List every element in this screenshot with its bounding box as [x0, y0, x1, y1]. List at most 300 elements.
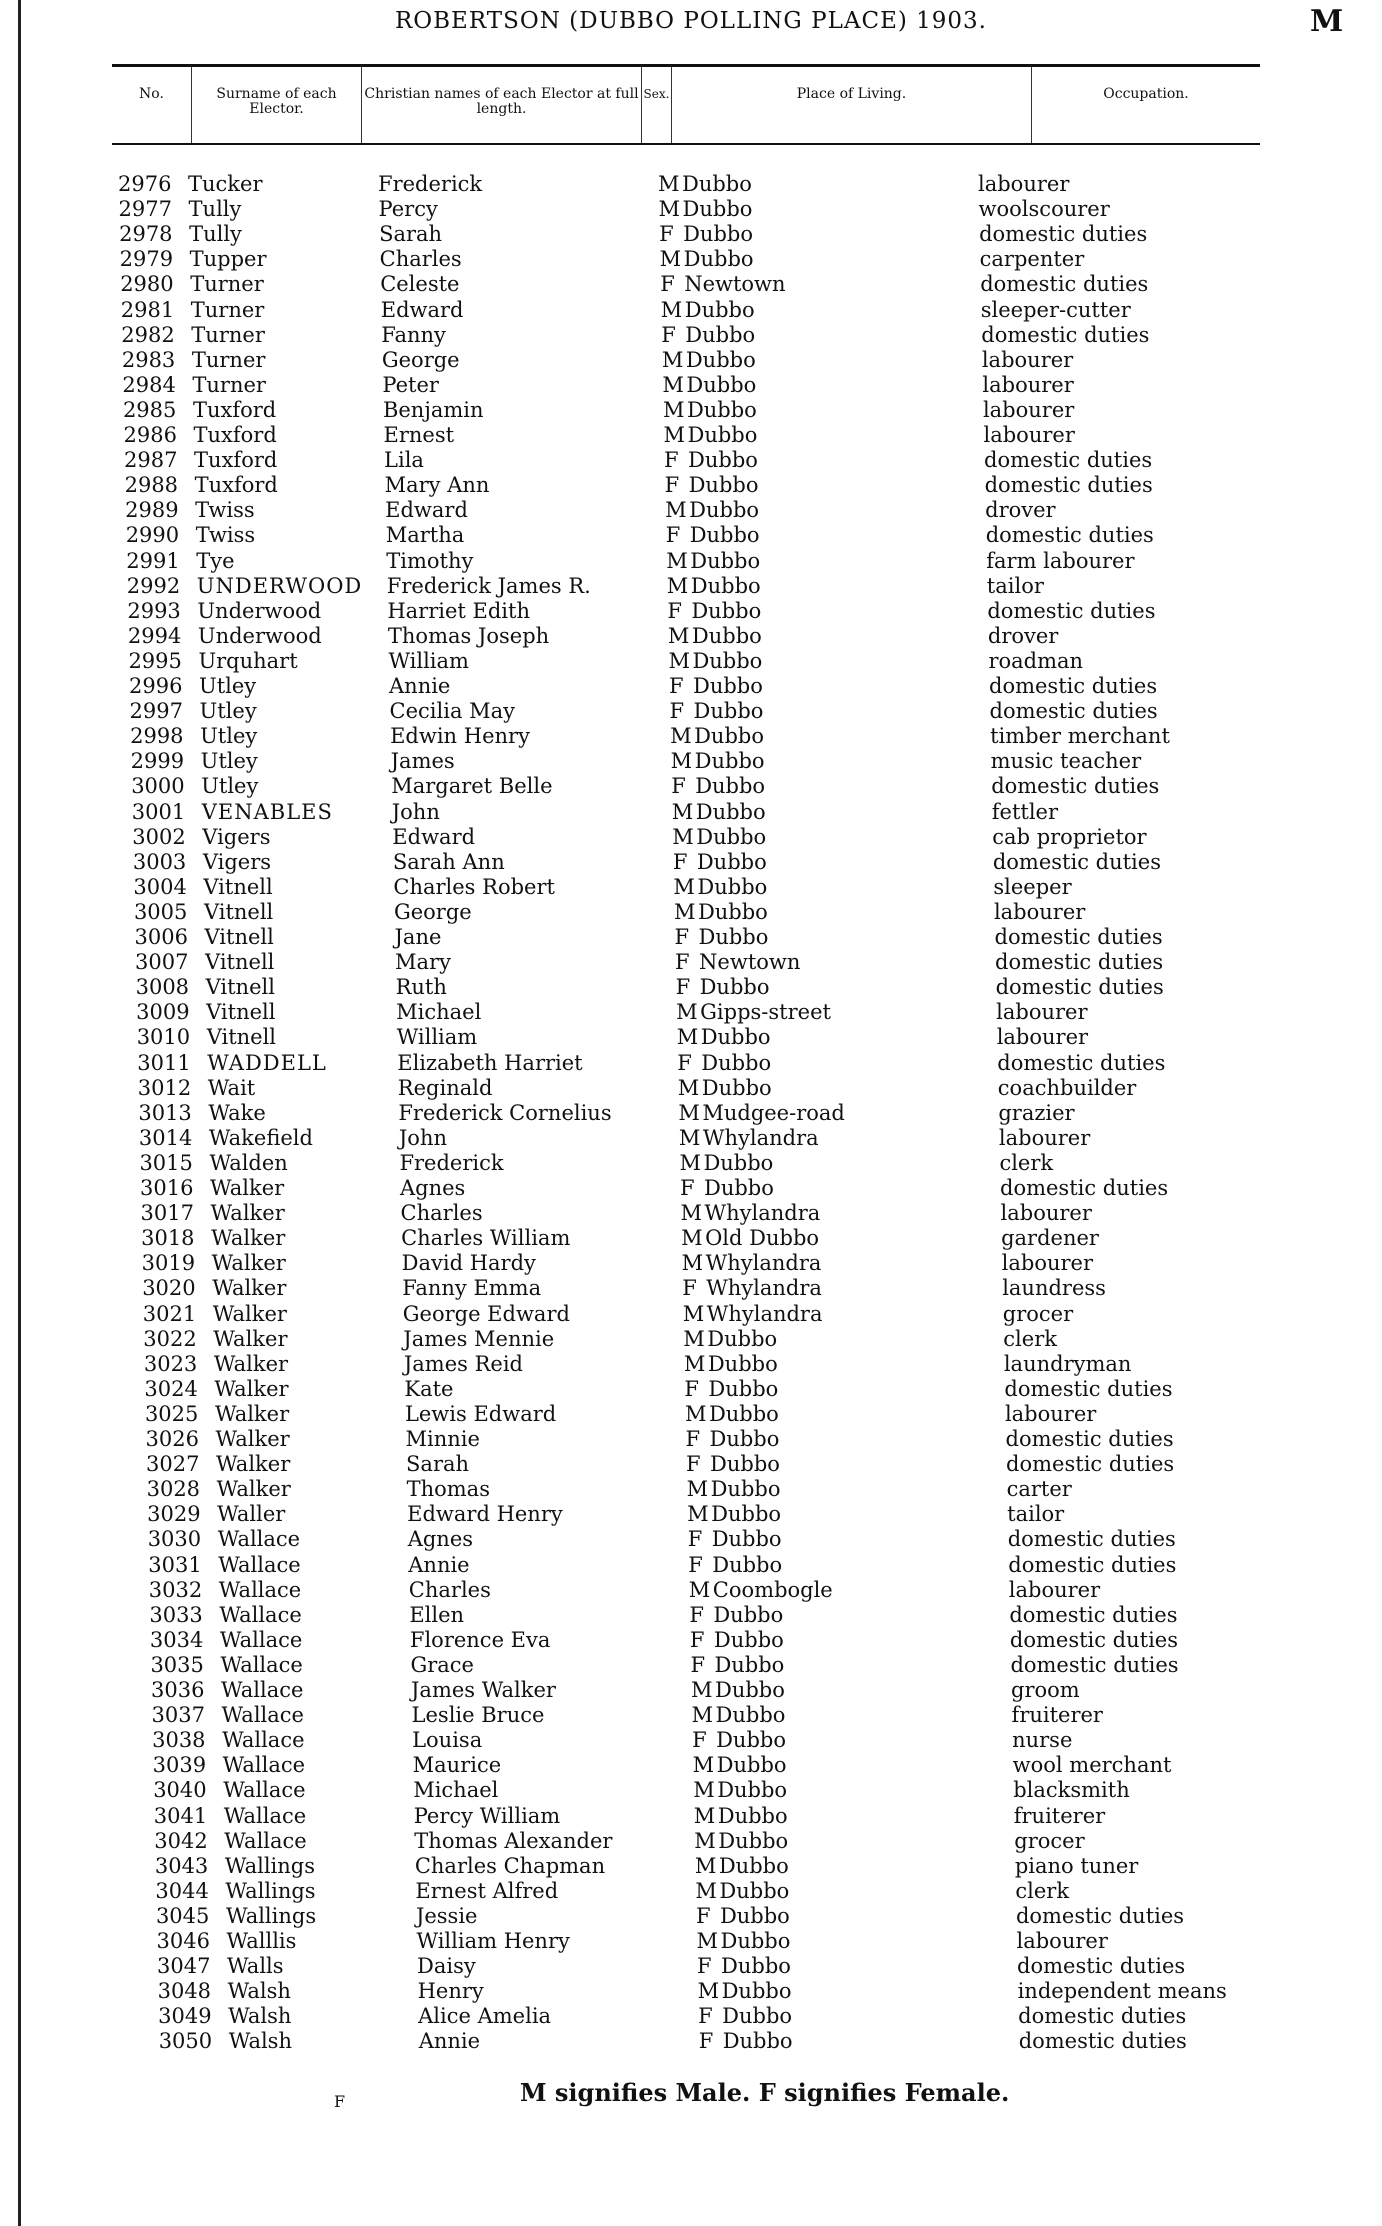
elector-surname: Walker [214, 1376, 289, 1401]
elector-surname: Twiss [195, 523, 256, 548]
elector-number: 2977 [118, 197, 172, 222]
elector-place-of-living: Dubbo [698, 925, 769, 949]
elector-number: 3031 [148, 1552, 202, 1577]
elector-number: 3033 [149, 1602, 203, 1627]
elector-number: 3006 [134, 925, 188, 949]
elector-number: 2982 [121, 322, 175, 347]
elector-sex: M [691, 1703, 714, 1728]
elector-sex: M [683, 1351, 706, 1376]
elector-surname: Walker [216, 1452, 291, 1477]
elector-surname: Wallace [223, 1803, 307, 1828]
elector-number: 3011 [137, 1050, 191, 1075]
elector-christian-names: Mary [395, 950, 451, 975]
elector-surname: Walllis [226, 1929, 297, 1953]
elector-place-of-living: Dubbo [683, 247, 754, 272]
elector-christian-names: Cecilia May [389, 699, 516, 724]
elector-surname: Vitnell [206, 1000, 276, 1025]
elector-place-of-living: Dubbo [694, 749, 765, 774]
page-title: ROBERTSON (DUBBO POLLING PLACE) 1903. [394, 8, 987, 34]
table-row [142, 1276, 1292, 1301]
elector-number: 3026 [145, 1427, 199, 1451]
footer-mark: F [334, 2092, 346, 2111]
elector-christian-names: Reginald [397, 1075, 493, 1100]
elector-sex: F [659, 222, 674, 247]
elector-place-of-living: Dubbo [700, 1025, 771, 1050]
elector-sex: F [675, 975, 691, 1000]
elector-number: 3016 [140, 1176, 194, 1200]
table-row [125, 498, 1275, 523]
table-row [147, 1477, 1297, 1502]
elector-place-of-living: Dubbo [692, 648, 763, 673]
elector-place-of-living: Dubbo [684, 297, 755, 322]
elector-occupation: domestic duties [1007, 1527, 1176, 1552]
table-row [142, 1251, 1292, 1276]
elector-place-of-living: Dubbo [685, 347, 756, 372]
elector-number: 2987 [124, 448, 178, 473]
elector-sex: F [698, 2029, 714, 2054]
elector-number: 2984 [122, 372, 176, 397]
elector-number: 3018 [141, 1226, 195, 1251]
elector-occupation: domestic duties [1004, 1376, 1173, 1401]
elector-sex: M [683, 1326, 705, 1351]
elector-sex: F [669, 674, 684, 698]
elector-christian-names: William Henry [416, 1929, 570, 1953]
elector-place-of-living: Dubbo [695, 774, 766, 799]
elector-occupation: wool merchant [1012, 1753, 1172, 1778]
elector-place-of-living: Dubbo [710, 1452, 780, 1477]
table-row [144, 1377, 1294, 1402]
elector-number: 3000 [131, 774, 185, 799]
elector-surname: Walsh [228, 2004, 292, 2029]
elector-christian-names: Annie [408, 1552, 470, 1577]
elector-sex: F [698, 2004, 713, 2029]
table-row [119, 222, 1269, 247]
elector-sex: F [661, 322, 676, 347]
elector-surname: Utley [199, 699, 257, 724]
elector-occupation: domestic duties [987, 598, 1156, 623]
elector-place-of-living: Dubbo [695, 799, 766, 824]
elector-number: 3022 [143, 1326, 197, 1351]
table-row [118, 172, 1268, 197]
elector-surname: Wallace [217, 1527, 301, 1552]
elector-christian-names: James Mennie [403, 1326, 555, 1351]
elector-sex: M [665, 498, 687, 523]
elector-occupation: domestic duties [1018, 2004, 1187, 2029]
column-header-row [112, 64, 1260, 145]
elector-number: 3020 [142, 1276, 196, 1301]
elector-christian-names: Celeste [380, 272, 460, 297]
elector-surname: VENABLES [201, 799, 333, 824]
elector-number: 3040 [153, 1778, 207, 1803]
elector-place-of-living: Dubbo [708, 1401, 779, 1426]
elector-occupation: domestic duties [981, 322, 1150, 347]
elector-sex: M [673, 899, 696, 924]
elector-sex: M [694, 1853, 717, 1878]
elector-place-of-living: Dubbo [689, 498, 760, 523]
elector-surname: Utley [200, 749, 258, 774]
elector-surname: Twiss [195, 498, 255, 523]
elector-occupation: domestic duties [989, 699, 1158, 724]
table-row [143, 1327, 1293, 1352]
elector-surname: Walden [209, 1150, 288, 1175]
elector-place-of-living: Dubbo [696, 849, 767, 874]
table-row [120, 247, 1270, 272]
elector-place-of-living: Dubbo [683, 222, 753, 247]
elector-christian-names: George [381, 347, 460, 372]
elector-sex: M [676, 1025, 699, 1050]
elector-occupation: fruiterer [1013, 1803, 1106, 1828]
table-row [155, 1879, 1305, 1904]
elector-occupation: sleeper-cutter [980, 297, 1131, 322]
elector-surname: Walsh [227, 1979, 291, 2004]
table-row [157, 1954, 1307, 1979]
elector-christian-names: Agnes [400, 1176, 466, 1200]
elector-sex: M [678, 1125, 701, 1150]
elector-christian-names: Edward Henry [407, 1502, 563, 1527]
elector-surname: Walker [213, 1326, 288, 1351]
elector-number: 3038 [152, 1728, 206, 1753]
elector-number: 3036 [151, 1678, 205, 1702]
table-row [141, 1226, 1291, 1251]
elector-place-of-living: Dubbo [690, 548, 761, 573]
elector-surname: Turner [192, 372, 266, 397]
elector-sex: F [664, 473, 680, 498]
table-row [135, 950, 1285, 975]
elector-place-of-living: Dubbo [716, 1728, 786, 1753]
table-row [138, 1076, 1288, 1101]
elector-christian-names: David Hardy [401, 1251, 536, 1276]
elector-christian-names: Minnie [405, 1427, 480, 1451]
elector-christian-names: Edward [380, 297, 464, 322]
elector-christian-names: Maurice [412, 1753, 502, 1778]
elector-place-of-living: Dubbo [690, 573, 761, 598]
elector-number: 3046 [156, 1929, 210, 1953]
elector-sex: M [662, 397, 685, 422]
elector-occupation: drover [985, 498, 1056, 523]
elector-sex: F [684, 1376, 699, 1401]
elector-sex: F [689, 1627, 705, 1652]
elector-sex: F [674, 925, 690, 949]
elector-occupation: domestic duties [1006, 1452, 1175, 1477]
page-mark: M [1310, 4, 1344, 39]
elector-christian-names: Mary Ann [384, 473, 490, 498]
elector-surname: Wake [208, 1100, 266, 1125]
table-row [139, 1151, 1289, 1176]
elector-place-of-living: Dubbo [707, 1326, 778, 1351]
elector-number: 3032 [148, 1577, 203, 1602]
table-row [146, 1452, 1296, 1477]
elector-place-of-living: Whylandra [706, 1301, 823, 1326]
table-row [137, 1051, 1287, 1076]
table-row [156, 1904, 1306, 1929]
elector-occupation: grocer [1002, 1301, 1074, 1326]
elector-place-of-living: Coombogle [712, 1577, 833, 1602]
header-place-of-living: Place of Living. [672, 67, 1032, 143]
elector-occupation: labourer [983, 423, 1075, 447]
elector-number: 3027 [146, 1452, 200, 1477]
elector-occupation: domestic duties [995, 950, 1164, 975]
elector-place-of-living: Dubbo [715, 1678, 785, 1702]
elector-number: 2976 [118, 172, 172, 196]
elector-number: 3017 [140, 1201, 194, 1226]
elector-occupation: domestic duties [985, 523, 1154, 548]
elector-occupation: labourer [993, 899, 1086, 924]
elector-occupation: clerk [1003, 1326, 1057, 1351]
table-row [153, 1753, 1303, 1778]
elector-occupation: labourer [1004, 1401, 1097, 1426]
elector-place-of-living: Mudgee-road [702, 1100, 845, 1125]
elector-occupation: labourer [982, 372, 1074, 397]
elector-number: 2986 [123, 423, 177, 447]
table-row [140, 1176, 1290, 1201]
elector-christian-names: Frederick Cornelius [398, 1100, 612, 1125]
elector-surname: Tuxford [193, 423, 277, 447]
elector-surname: Underwood [197, 623, 322, 648]
table-row [128, 649, 1278, 674]
elector-number: 2980 [120, 272, 174, 297]
header-sex: Sex. [642, 67, 672, 143]
elector-christian-names: James Reid [403, 1351, 523, 1376]
elector-christian-names: William [396, 1025, 478, 1050]
elector-christian-names: George Edward [402, 1301, 570, 1326]
table-row [133, 875, 1283, 900]
elector-sex: M [678, 1100, 700, 1125]
elector-surname: Tully [188, 197, 242, 222]
elector-surname: Wait [207, 1075, 256, 1100]
elector-christian-names: Timothy [386, 548, 474, 573]
elector-surname: Vitnell [204, 925, 274, 949]
elector-christian-names: Frederick [399, 1150, 504, 1175]
elector-sex: M [658, 172, 680, 196]
elector-place-of-living: Dubbo [701, 1075, 772, 1100]
elector-christian-names: William [388, 648, 469, 673]
elector-place-of-living: Dubbo [709, 1427, 780, 1451]
elector-sex: M [686, 1477, 709, 1502]
elector-sex: M [697, 1979, 720, 2004]
elector-number: 2991 [126, 548, 180, 573]
elector-number: 2990 [125, 523, 180, 548]
table-row [132, 800, 1282, 825]
elector-christian-names: Peter [382, 372, 439, 397]
elector-christian-names: Benjamin [382, 397, 484, 422]
elector-surname: Turner [191, 322, 265, 347]
elector-surname: Vigers [202, 824, 271, 849]
elector-sex: F [665, 523, 681, 548]
elector-occupation: clerk [999, 1150, 1054, 1175]
header-occupation: Occupation. [1103, 86, 1189, 102]
elector-christian-names: Edwin Henry [390, 724, 530, 749]
elector-place-of-living: Dubbo [719, 1903, 790, 1928]
elector-occupation: domestic duties [1018, 2029, 1187, 2054]
table-row [154, 1829, 1304, 1854]
elector-occupation: groom [1011, 1678, 1080, 1702]
elector-surname: Turner [190, 297, 265, 322]
elector-place-of-living: Newtown [684, 272, 786, 297]
elector-place-of-living: Dubbo [686, 372, 757, 397]
table-row [131, 749, 1281, 774]
table-row [121, 323, 1271, 348]
elector-occupation: coachbuilder [997, 1075, 1137, 1100]
table-row [139, 1126, 1289, 1151]
elector-occupation: cab proprietor [992, 824, 1147, 849]
elector-surname: Walker [210, 1201, 285, 1226]
elector-christian-names: Annie [418, 2029, 481, 2054]
elector-christian-names: Ernest Alfred [415, 1878, 559, 1903]
elector-occupation: domestic duties [1010, 1652, 1179, 1677]
elector-occupation: grazier [998, 1100, 1075, 1125]
elector-sex: M [687, 1502, 709, 1527]
table-row [122, 373, 1272, 398]
elector-number: 2992 [126, 573, 181, 598]
elector-number: 3028 [146, 1477, 201, 1502]
elector-christian-names: John [398, 1125, 448, 1150]
elector-christian-names: Alice Amelia [418, 2004, 552, 2029]
elector-surname: Wallace [221, 1678, 304, 1702]
table-row [150, 1653, 1300, 1678]
elector-number: 3048 [157, 1979, 212, 2004]
table-row [126, 523, 1276, 548]
table-row [149, 1578, 1299, 1603]
elector-occupation: carter [1006, 1477, 1072, 1502]
elector-sex: F [667, 598, 682, 623]
elector-sex: M [663, 423, 686, 447]
elector-surname: Utley [200, 724, 258, 749]
elector-christian-names: Elizabeth Harriet [397, 1050, 583, 1075]
elector-sex: F [697, 1954, 712, 1979]
elector-occupation: clerk [1015, 1878, 1070, 1903]
elector-occupation: farm labourer [986, 548, 1135, 573]
elector-christian-names: Percy William [413, 1803, 561, 1828]
elector-christian-names: Thomas [406, 1477, 490, 1502]
table-row [124, 423, 1274, 448]
elector-number: 2988 [124, 473, 179, 498]
elector-surname: Wallings [224, 1853, 316, 1878]
elector-sex: M [671, 799, 694, 824]
elector-sex: M [691, 1678, 713, 1702]
elector-christian-names: Henry [417, 1979, 484, 2004]
elector-christian-names: Lewis Edward [404, 1401, 557, 1426]
elector-number: 3029 [147, 1502, 201, 1527]
elector-christian-names: Ruth [395, 975, 447, 1000]
table-row [134, 900, 1284, 925]
elector-number: 2983 [121, 347, 176, 372]
table-row [153, 1778, 1303, 1803]
elector-christian-names: Annie [389, 674, 451, 698]
elector-surname: Walker [213, 1351, 289, 1376]
elector-christian-names: Jane [394, 925, 442, 949]
elector-christian-names: Frederick [378, 172, 483, 196]
elector-christian-names: Daisy [417, 1954, 476, 1979]
elector-occupation: woolscourer [978, 197, 1110, 222]
elector-number: 3043 [154, 1853, 209, 1878]
elector-place-of-living: Dubbo [717, 1778, 788, 1803]
elector-number: 2989 [125, 498, 179, 523]
elector-number: 2995 [128, 648, 182, 673]
elector-surname: Walker [212, 1301, 287, 1326]
elector-number: 3049 [158, 2004, 212, 2029]
elector-sex: F [669, 699, 685, 724]
elector-occupation: sleeper [993, 874, 1072, 899]
elector-occupation: domestic duties [1005, 1427, 1174, 1451]
elector-place-of-living: Dubbo [682, 197, 753, 222]
elector-number: 3001 [131, 799, 186, 824]
elector-number: 3005 [133, 899, 188, 924]
elector-sex: F [690, 1652, 706, 1677]
elector-number: 3025 [144, 1401, 199, 1426]
elector-occupation: labourer [1008, 1577, 1101, 1602]
elector-number: 3019 [141, 1251, 196, 1276]
elector-place-of-living: Newtown [699, 950, 801, 975]
elector-christian-names: George [393, 899, 472, 924]
elector-place-of-living: Dubbo [697, 899, 768, 924]
table-row [130, 724, 1280, 749]
elector-sex: M [688, 1577, 711, 1602]
left-margin-rule [18, 0, 21, 2226]
elector-occupation: gardener [1001, 1226, 1099, 1251]
elector-number: 3015 [139, 1150, 193, 1175]
elector-occupation: domestic duties [979, 222, 1148, 247]
elector-sex: M [676, 1000, 698, 1025]
elector-surname: Vigers [202, 849, 272, 874]
table-row [135, 925, 1285, 950]
elector-occupation: drover [987, 623, 1059, 648]
elector-number: 3030 [147, 1527, 202, 1552]
table-row [155, 1854, 1305, 1879]
elector-sex: F [677, 1050, 692, 1075]
elector-number: 3010 [136, 1025, 191, 1050]
table-row [147, 1502, 1297, 1527]
elector-christian-names: Martha [385, 523, 465, 548]
elector-number: 3041 [153, 1803, 208, 1828]
elector-place-of-living: Dubbo [688, 448, 758, 473]
table-row [149, 1603, 1299, 1628]
elector-sex: F [680, 1176, 695, 1200]
elector-place-of-living: Dubbo [707, 1351, 778, 1376]
table-row [122, 348, 1272, 373]
elector-occupation: domestic duties [992, 849, 1161, 874]
elector-place-of-living: Dubbo [717, 1803, 788, 1828]
elector-surname: Vitnell [205, 950, 275, 975]
elector-occupation: grocer [1014, 1828, 1085, 1853]
elector-sex: F [682, 1276, 697, 1301]
elector-surname: Waller [217, 1502, 286, 1527]
elector-occupation: laundryman [1003, 1351, 1132, 1376]
elector-place-of-living: Dubbo [703, 1150, 774, 1175]
table-row [124, 448, 1274, 473]
elector-number: 3039 [152, 1753, 207, 1778]
elector-sex: M [693, 1778, 715, 1803]
elector-christian-names: Margaret Belle [391, 774, 553, 799]
elector-christian-names: Agnes [407, 1527, 474, 1552]
elector-place-of-living: Dubbo [718, 1853, 789, 1878]
elector-occupation: labourer [982, 397, 1075, 422]
elector-sex: M [660, 297, 683, 322]
elector-occupation: piano tuner [1014, 1853, 1139, 1878]
table-row [133, 850, 1283, 875]
elector-christian-names: Frederick James R. [386, 573, 591, 598]
elector-occupation: domestic duties [995, 975, 1164, 1000]
elector-place-of-living: Dubbo [708, 1376, 779, 1401]
elector-christian-names: Jessie [415, 1903, 478, 1928]
header-christian-names: Christian names of each Elector at full length. [362, 67, 642, 143]
elector-place-of-living: Dubbo [713, 1627, 784, 1652]
elector-sex: M [673, 874, 695, 899]
elector-place-of-living: Dubbo [718, 1828, 789, 1853]
elector-surname: Wallace [220, 1652, 303, 1677]
elector-sex: M [677, 1075, 700, 1100]
elector-place-of-living: Dubbo [719, 1878, 790, 1903]
elector-surname: Tupper [189, 247, 267, 272]
